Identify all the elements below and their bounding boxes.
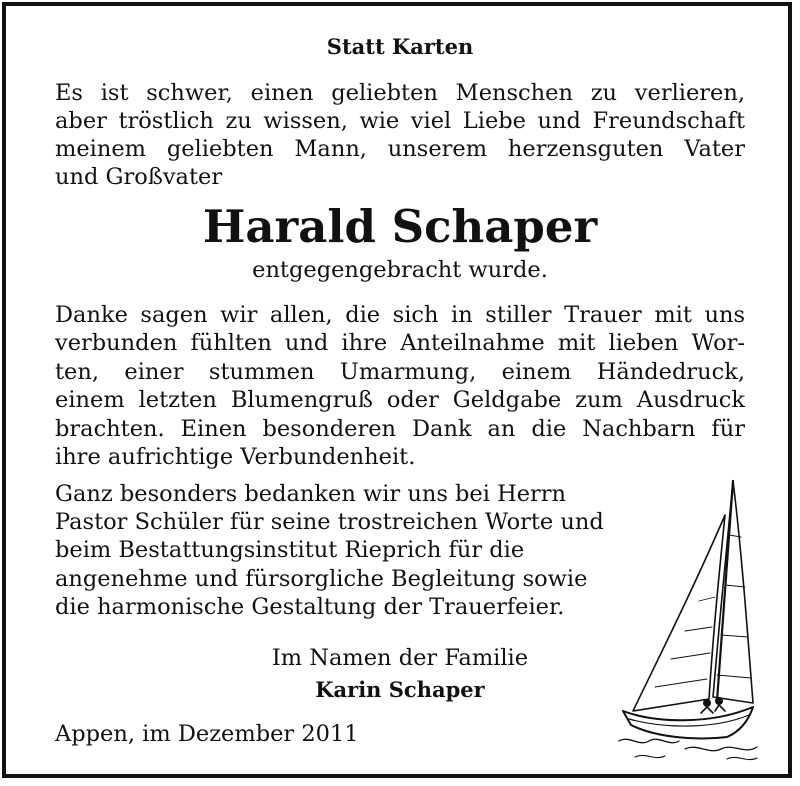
special-thanks-line: beim Bestattungsinstitut Rieprich für die (55, 537, 525, 564)
intro-paragraph (55, 79, 745, 191)
after-name-text: entgegengebracht wurde. (252, 257, 548, 283)
special-thanks-line: angenehme und fürsorgliche Begleitung sowie (55, 565, 588, 592)
thanks-line: einem letzten Blumengruß oder Geldgabe zum Ausdruck (55, 387, 745, 414)
deceased-name: Harald Schaper (202, 200, 598, 253)
sailboat-icon (615, 475, 770, 765)
thanks-line: verbunden fühlten und ihre Anteilnahme mit lieben Wor- (55, 330, 745, 357)
special-thanks-line: die harmonische Gestaltung der Trauerfeier. (55, 593, 565, 620)
place-date: Appen, im Dezember 2011 (55, 721, 359, 747)
intro-line: aber tröstlich zu wissen, wie viel Liebe und Freundschaft (55, 108, 745, 134)
thanks-line: ihre aufrichtige Verbundenheit. (55, 444, 416, 471)
thanks-paragraph (55, 301, 745, 471)
intro-line: Es ist schwer, einen geliebten Menschen zu verlieren, (55, 80, 745, 106)
thanks-line: brachten. Einen besonderen Dank an die Nachbarn für (55, 415, 745, 442)
signer-name: Karin Schaper (315, 677, 485, 702)
special-thanks-line: Pastor Schüler für seine trostreichen Worte und (55, 509, 604, 536)
thanks-line: ten, einer stummen Umarmung, einem Händedruck, (55, 358, 745, 385)
intro-line: und Großvater (55, 164, 223, 190)
notice-heading: Statt Karten (326, 34, 474, 59)
intro-line: meinem geliebten Mann, unserem herzensguten Vater (55, 136, 745, 162)
thanks-line: Danke sagen wir allen, die sich in stiller Trauer mit uns (55, 302, 745, 328)
special-thanks-paragraph (55, 480, 655, 621)
family-line: Im Namen der Familie (271, 645, 529, 671)
special-thanks-line: Ganz besonders bedanken wir uns bei Herrn (55, 481, 567, 507)
